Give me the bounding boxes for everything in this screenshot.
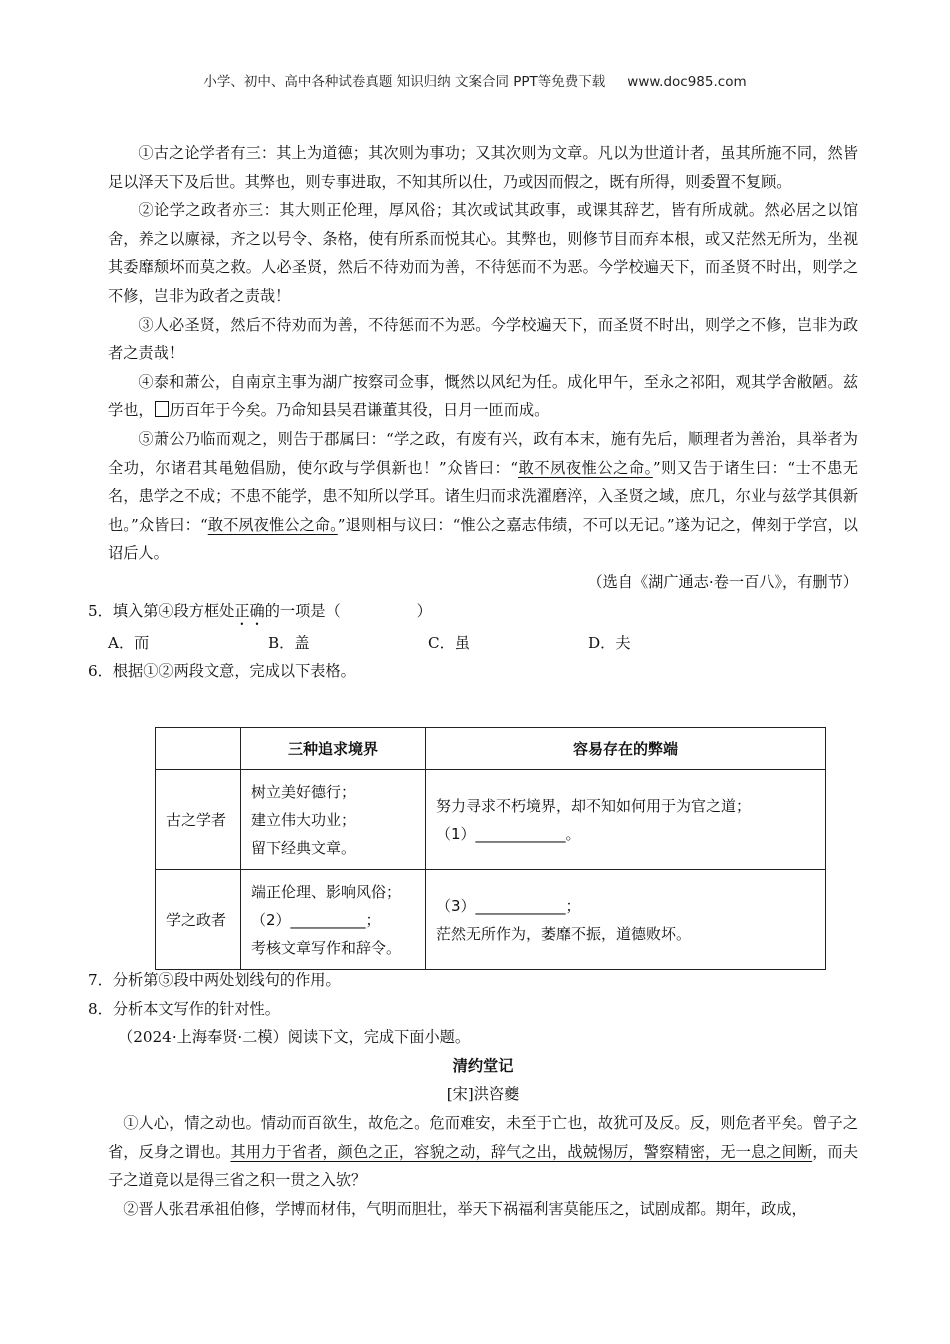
q5-emphasis: 正确 xyxy=(234,601,265,620)
source-citation: （选自《湖广通志·卷一百八》，有删节） xyxy=(587,572,858,591)
passage-author: [宋]洪咨夔 xyxy=(446,1085,520,1104)
passage-title: 清约堂记 xyxy=(452,1056,514,1075)
paragraph-4 xyxy=(108,368,858,425)
q5-post: 的一项是（ ） xyxy=(264,601,432,620)
paragraph-2: ②论学之政者亦三：其大则正伦理，厚风俗；其次或试其政事，或课其辞艺，皆有所成就。然必居之以馆舍，养之以廪禄，齐之以号令、条格，使有所系而悦其心。其弊也，则修节目而弃本根，或又茫然无所为，坐视其委靡颓坏而莫之救。人必圣贤，然后不待劝而为善，不待惩而不为恶。今学校遍天下，而圣贤不时出，则学之不修，岂非为政者之责哉！ xyxy=(108,201,858,305)
pursuit: 考核文章写作和辞令。 xyxy=(251,938,402,957)
passage-1 xyxy=(88,139,859,686)
underlined-sentence-1: 敢不夙夜惟公之命。 xyxy=(518,458,653,477)
table-row xyxy=(156,870,826,970)
passage-2-section xyxy=(88,966,859,1223)
option-b[interactable]: B．盖 xyxy=(268,633,310,652)
pursuits-cell xyxy=(241,770,426,870)
p4-text-b: 历百年于今矣。乃命知县吴君谦董其役，日月一匝而成。 xyxy=(169,401,550,420)
paragraph-1 xyxy=(108,1109,858,1195)
blank-box xyxy=(155,401,169,417)
page-header xyxy=(0,70,950,90)
header-text: 小学、初中、高中各种试卷真题 知识归纳 文案合同 PPT等免费下载 xyxy=(203,74,606,90)
q5-pre: 5．填入第④段方框处 xyxy=(88,601,235,620)
paragraph-5 xyxy=(108,425,858,568)
p1-text-a: ①人心，情之动也。情动而百欲生，故危之。危而难安，未至于亡也，故犹可及反。反，则危者平矣。曾子之省，反身之谓也。 xyxy=(108,1113,858,1161)
answer-table xyxy=(155,727,826,970)
flaws-cell xyxy=(426,770,826,870)
question-6: 6．根据①②两段文意，完成以下表格。 xyxy=(88,662,356,681)
question-7: 7．分析第⑤段中两处划线句的作用。 xyxy=(88,971,341,989)
flaw: 努力寻求不朽境界，却不知如何用于为官之道； xyxy=(436,796,752,815)
section-intro: （2024·上海奉贤·二模）阅读下文，完成下面小题。 xyxy=(118,1028,471,1047)
underlined-sentence: 其用力于省者，颜色之正，容貌之动，辞气之出，战兢惕厉，警察精密，无一息之间断 xyxy=(230,1142,813,1161)
table-row xyxy=(156,770,826,870)
option-d[interactable]: D．夫 xyxy=(588,633,631,652)
underlined-sentence-2: 敢不夙夜惟公之命。 xyxy=(207,515,338,534)
p5-text-a: ⑤萧公乃临而观之，则告于郡属曰：“学之政，有废有兴，政有本末，施有先后，顺理者为善治，具举者为全功，尔诸君其黾勉倡励，使尔政与学俱新也！”众皆曰：“ xyxy=(108,429,858,477)
pursuits-cell xyxy=(241,870,426,970)
p1-text-b: ，而夫子之道竟以是得三省之积一贯之入欤？ xyxy=(108,1142,859,1190)
row-label: 学之政者 xyxy=(156,870,241,970)
table-header-pursuits: 三种追求境界 xyxy=(241,728,426,770)
paragraph-1: ①古之论学者有三：其上为道德；其次则为事功；又其次则为文章。凡以为世道计者，虽其所施不同，然皆足以泽天下及后世。其弊也，则专事进取，不知其所以仕，乃或因而假之，既有所得，则委置不复顾。 xyxy=(108,144,858,191)
pursuit: 留下经典文章。 xyxy=(251,838,357,857)
q5-options xyxy=(108,629,858,658)
pursuit: 端正伦理、影响风俗； xyxy=(251,882,402,901)
option-a[interactable]: A．而 xyxy=(108,633,150,652)
pursuit: 建立伟大功业； xyxy=(251,810,357,829)
row-label: 古之学者 xyxy=(156,770,241,870)
table-header-empty xyxy=(156,728,241,770)
p4-text-a: ④泰和萧公，自南京主事为湖广按察司佥事，慨然以风纪为任。成化甲午，至永之祁阳，观其学舍敝陋。兹学也， xyxy=(108,372,858,420)
p5-text-b: ”则又告于诸生曰：“士不患无名，患学之不成；不患不能学，患不知所以学耳。诸生归而求洗濯磨淬，入圣贤之域，庶几，尔业与兹学其俱新也。”众皆曰：“ xyxy=(108,458,859,534)
table-header-flaws: 容易存在的弊端 xyxy=(426,728,826,770)
flaw: 茫然无所作为，萎靡不振，道德败坏。 xyxy=(436,924,692,943)
header-site: www.doc985.com xyxy=(627,74,747,90)
option-c[interactable]: C．虽 xyxy=(428,633,470,652)
blank-1[interactable]: （1）____________。 xyxy=(436,824,581,843)
question-5 xyxy=(88,597,858,629)
p5-text-c: ”退则相与议曰：“惟公之嘉志伟绩，不可以无记。”遂为记之，俾刻于学宫，以诏后人。 xyxy=(108,515,858,563)
blank-2[interactable]: （2）__________； xyxy=(251,910,381,929)
pursuit: 树立美好德行； xyxy=(251,782,357,801)
blank-3[interactable]: （3）____________； xyxy=(436,896,581,915)
paragraph-3: ③人必圣贤，然后不待劝而为善，不待惩而不为恶。今学校遍天下，而圣贤不时出，则学之不修，岂非为政者之责哉！ xyxy=(108,315,858,363)
paragraph-2: ②晋人张君承祖伯修，学博而材伟，气明而胆壮，举天下祸福利害莫能压之，试剧成都。期年，政成， xyxy=(123,1199,807,1218)
flaws-cell xyxy=(426,870,826,970)
question-8: 8．分析本文写作的针对性。 xyxy=(88,999,280,1018)
